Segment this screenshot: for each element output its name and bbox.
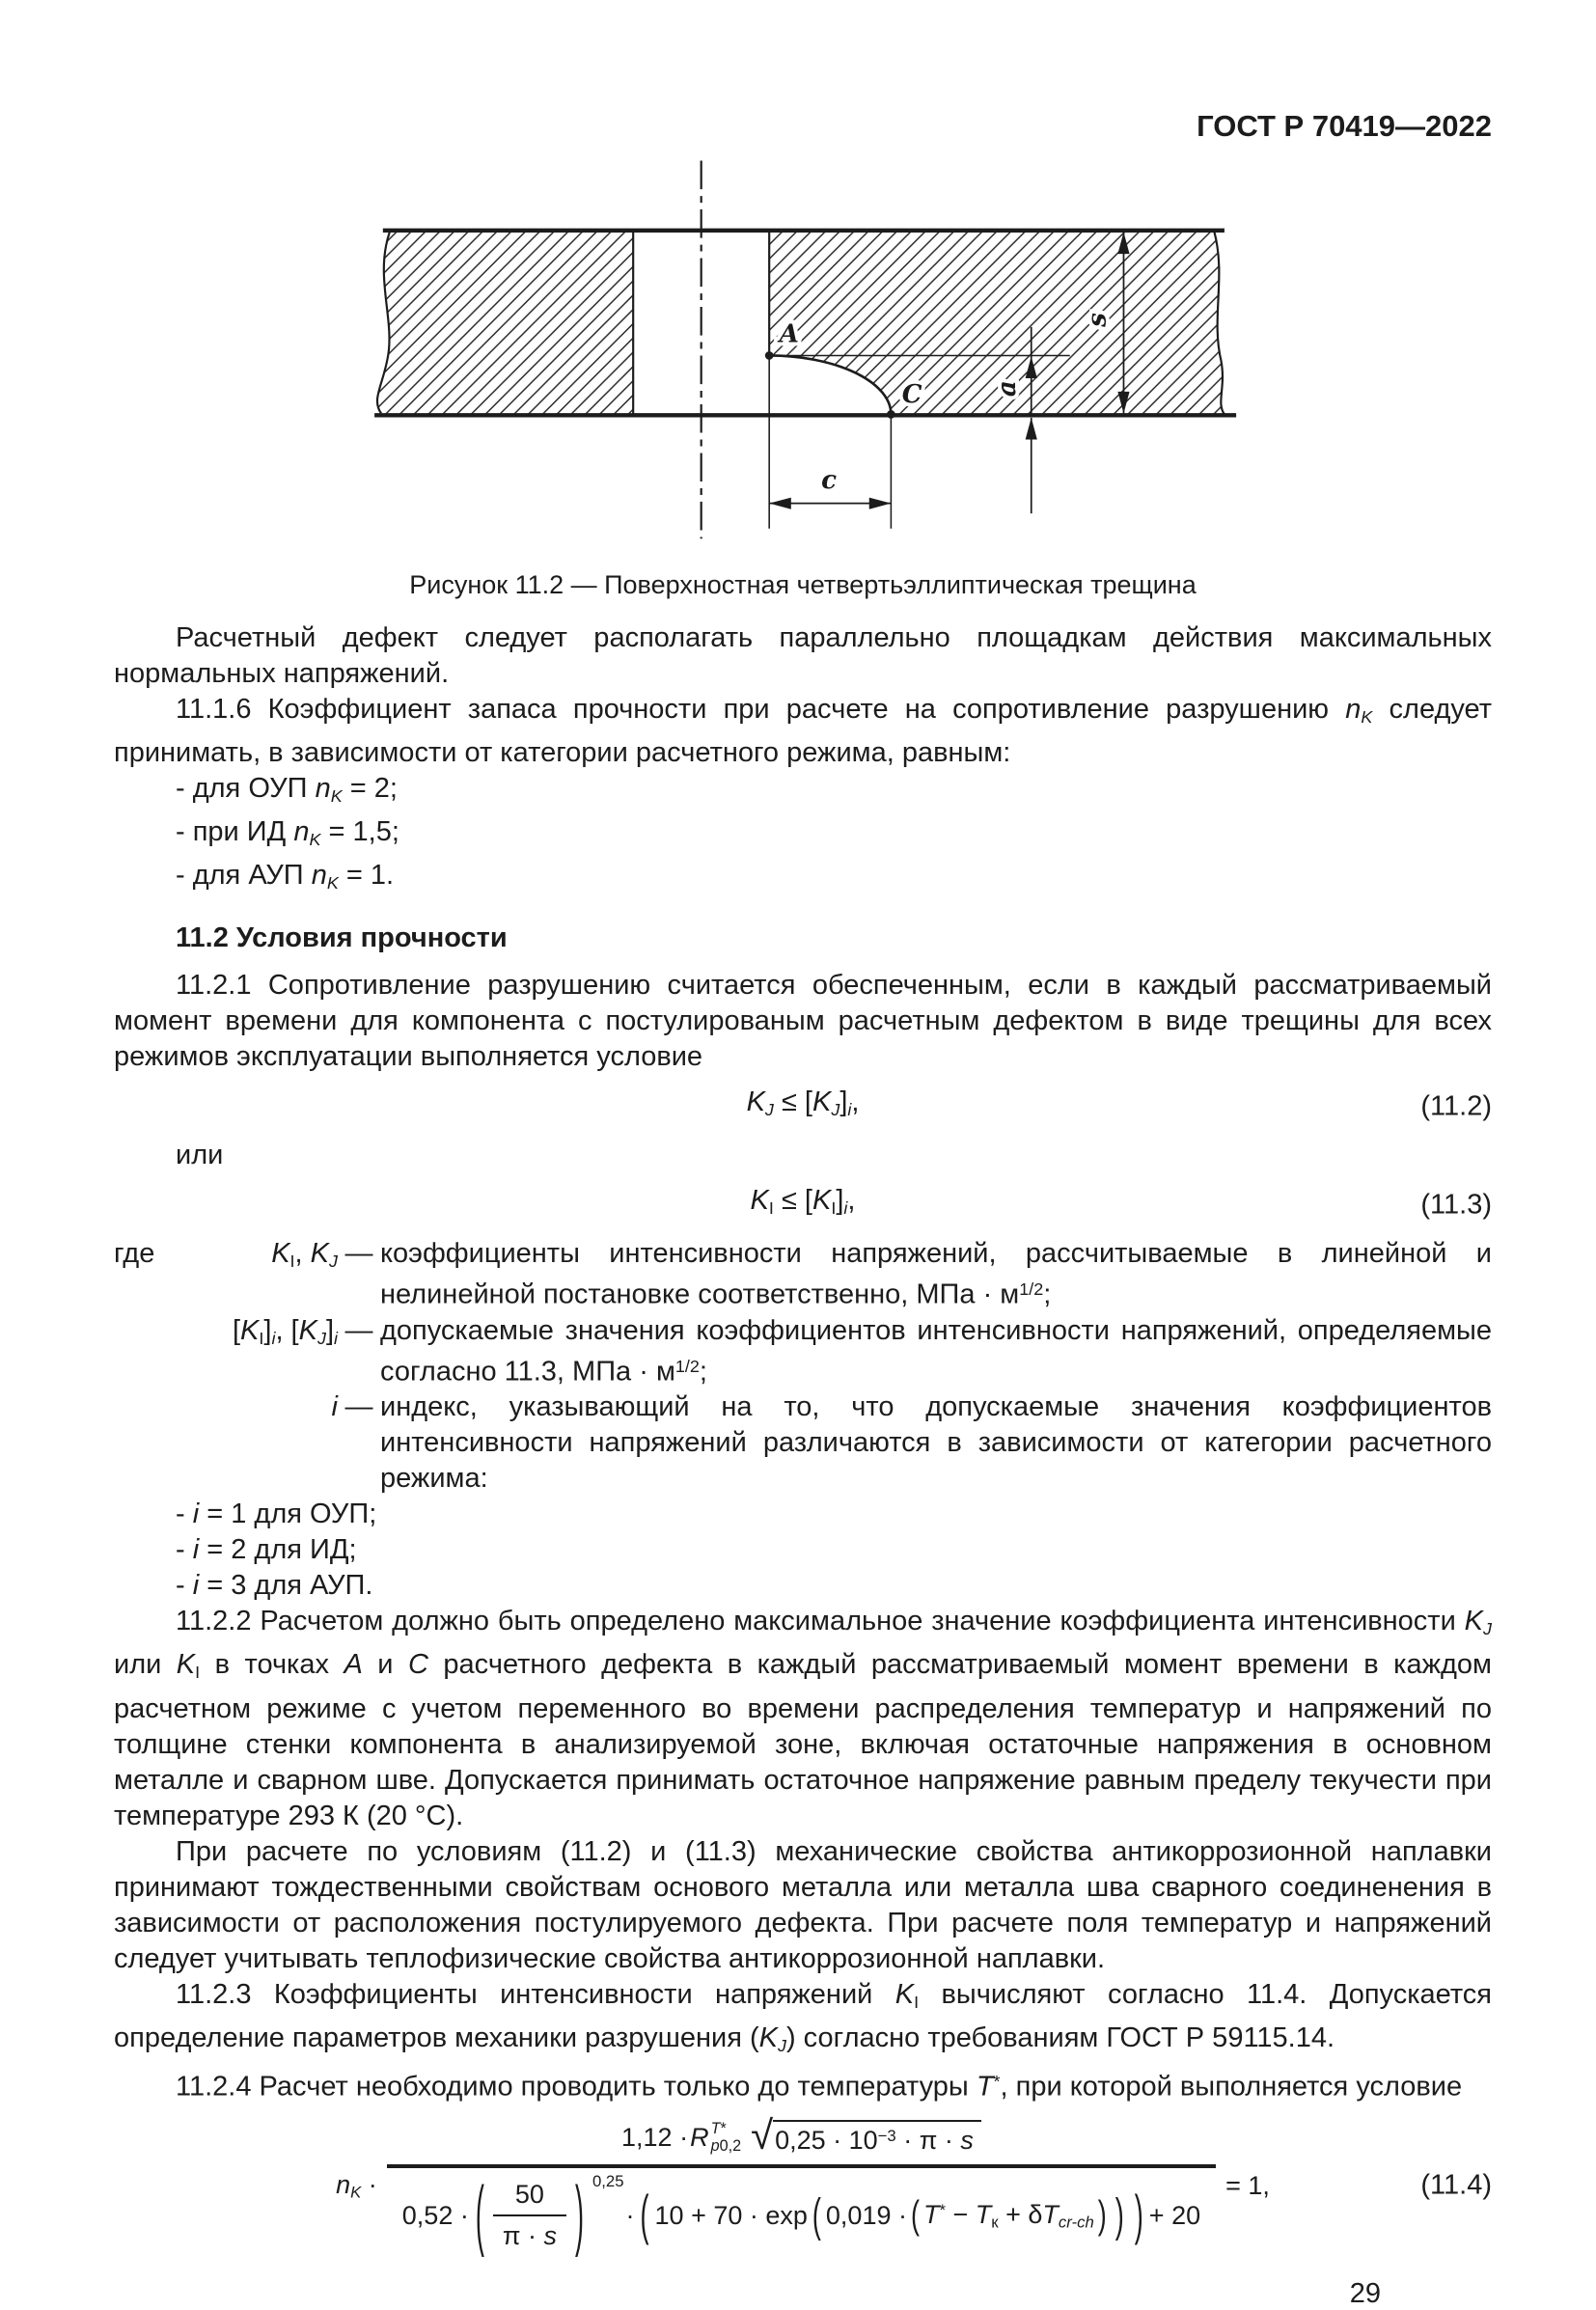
list-item-i3: - i = 3 для АУП. <box>176 1570 373 1602</box>
where-label: где <box>114 1238 155 1270</box>
list-item-aup: - для АУП $n_K = 1$. <box>176 860 395 894</box>
c-arrowhead-right <box>869 498 892 509</box>
crack-diagram <box>349 151 1256 554</box>
eq114-num-coeff: 1,12 · <box>621 2123 689 2153</box>
paragraph-11-2-3: 11.2.3 Коэффициенты интенсивности напряжений $K_I$ вычисляют согласно 11.4. Допускается определение параметров механики разрушения $(K_J)$ согласно требованиям ГОСТ Р 59115.14. <box>114 1978 1492 2055</box>
equation-11-2-number: (11.2) <box>1420 1090 1492 1122</box>
open-paren: ( <box>640 2184 649 2245</box>
eq114-main-fraction: 1,12 · R T* p0,2 √ $0,25 \cdot 10^{-3} \cdot \pi \cdot s$ 0,52 · ( $\frac{50}{\pi \cdot s}$ ) 0,25 · ( 10 + 70 · exp ( 0,019 · ( $T^* - T_к + \delta T_{cr-ch}$ ) ) ) + 20 <box>387 2120 1216 2251</box>
definition-text: допускаемые значения коэффициентов интенсивности напряжений, определяемые согласно 11.3, МПа · $м^{1/2}$; <box>380 1314 1492 1388</box>
list-item-i1: - i = 1 для ОУП; <box>176 1499 377 1530</box>
equation-11-4 <box>114 2112 1492 2258</box>
close-paren: ) <box>1114 2188 1124 2241</box>
page-number: 29 <box>1349 2278 1381 2310</box>
equation-11-3 <box>114 1183 1492 1226</box>
paragraph-11-1-6: 11.1.6 Коэффициент запаса прочности при расчете на сопротивление разрушению $n_K$ следует принимать, в зависимости от категории расчетного режима, равным: <box>114 694 1493 769</box>
eq114-square-root <box>751 2112 981 2159</box>
eq114-temperature-argument: $T^* - T_к + \delta T_{cr-ch}$ <box>922 2199 1094 2232</box>
definition-term: $[K_I]_i$, $[K_J]_i$ <box>232 1314 338 1348</box>
definition-dash: — <box>344 1314 373 1346</box>
paragraph-11-2-2: 11.2.2 Расчетом должно быть определено максимальное значение коэффициента интенсивности $K_J$ или $K_I$ в точках A и C расчетного дефекта в каждый рассматриваемый момент времени в каждом расчетном режиме с учетом переменного во времени распределения температур и напряжений по толщине стенки компонента в анализируемой зоне, включая остаточные напряжения в основном металле и сварном шве. Допускается принимать остаточное напряжение равным пределу текучести при температуре 293 К (20 °С). <box>114 1606 1492 1831</box>
dim-a-label: a <box>992 380 1023 398</box>
paragraph-cladding: При расчете по условиям (11.2) и (11.3) механические свойства антикоррозионной наплавки принимают тождественными свойствам основого металла или металла шва сварного соединенения в зависимости от расположения постулируемого дефекта. При расчете поля температур и напряжений следует учитывать теплофизические свойства антикоррозионной наплавки. <box>114 1835 1492 1974</box>
eq114-r-superscript: T* <box>710 2119 727 2137</box>
close-paren: ) <box>1097 2192 1107 2237</box>
list-item-i2: - i = 2 для ИД; <box>176 1534 357 1566</box>
dim-s-label: s <box>1082 313 1113 327</box>
point-c-marker <box>887 410 895 419</box>
left-section-hatch <box>377 233 633 414</box>
a-arrowhead-lower <box>1026 418 1037 440</box>
list-item-id: - при ИД $n_K = 1,5$; <box>176 816 399 850</box>
close-paren: ) <box>1134 2184 1143 2245</box>
point-c-label: C <box>901 379 922 410</box>
equation-11-3-expression: $K_I \le [K_I]_i$, <box>750 1185 856 1219</box>
equation-11-4-number: (11.4) <box>1420 2169 1492 2201</box>
open-paren: ( <box>475 2170 484 2258</box>
open-paren: ( <box>910 2192 920 2237</box>
document-header: ГОСТ Р 70419—2022 <box>1197 109 1492 143</box>
radicand: $0,25 \cdot 10^{-3} \cdot \pi \cdot s$ <box>773 2120 981 2156</box>
c-arrowhead-left <box>769 498 791 509</box>
definition-dash: — <box>344 1391 373 1423</box>
definition-text: коэффициенты интенсивности напряжений, рассчитываемые в линейной и нелинейной постановке соответственно, МПа · $м^{1/2}$; <box>380 1238 1492 1310</box>
definition-row-k <box>114 1236 1492 1313</box>
definition-term: i <box>331 1391 338 1423</box>
eq114-inner-fraction: $\frac{50}{\pi \cdot s}$ <box>493 2180 566 2251</box>
eq114-den-coeff: 0,52 · <box>401 2200 469 2230</box>
definition-dash: — <box>344 1238 373 1270</box>
figure-11-2 <box>114 151 1492 559</box>
open-paren: ( <box>812 2188 821 2241</box>
list-item-oup: - для ОУП $n_K = 2$; <box>176 773 398 807</box>
eq114-tail: = 1, <box>1225 2170 1270 2200</box>
paragraph-defect-placement: Расчетный дефект следует располагать параллельно площадкам действия максимальных нормальных напряжений. <box>114 622 1492 689</box>
heading-11-2: 11.2 Условия прочности <box>176 922 508 954</box>
equation-11-3-number: (11.3) <box>1420 1189 1492 1221</box>
equation-11-2 <box>114 1085 1492 1128</box>
definition-term: $K_I$, $K_J$ <box>271 1238 338 1272</box>
paragraph-11-2-4: 11.2.4 Расчет необходимо проводить только до температуры T*, при которой выполняется условие <box>176 2071 1463 2103</box>
dim-c-label: c <box>821 465 838 495</box>
close-paren: ) <box>574 2170 584 2258</box>
paragraph-11-2-1: 11.2.1 Сопротивление разрушению считается обеспеченным, если в каждый рассматриваемый момент времени для компонента с постулированым расчетным дефектом в виде трещины для всех режимов эксплуатации выполняется условие <box>114 970 1492 1073</box>
or-word: или <box>176 1140 224 1171</box>
point-a-label: A <box>779 318 799 349</box>
radical-sign: √ <box>751 2112 774 2159</box>
figure-caption: Рисунок 11.2 — Поверхностная четвертьэллиптическая трещина <box>409 570 1197 599</box>
equation-11-2-expression: $K_J \le [K_J]_i$, <box>746 1086 860 1120</box>
eq114-yield-strength: R T* p0,2 <box>690 2119 742 2155</box>
definition-row-i <box>114 1389 1492 1497</box>
equation-11-4-expression <box>114 2112 1492 2258</box>
point-a-marker <box>765 351 774 360</box>
eq114-r-subscript: p0,2 <box>710 2136 742 2155</box>
definition-text: индекс, указывающий на то, что допускаемые значения коэффициентов интенсивности напряжений различаются в зависимости от категории расчетного режима: <box>380 1391 1492 1495</box>
eq114-lead: $n_K$ · <box>336 2169 377 2202</box>
definition-row-k-allow <box>114 1313 1492 1390</box>
eq114-exponent: 0,25 <box>592 2172 624 2191</box>
